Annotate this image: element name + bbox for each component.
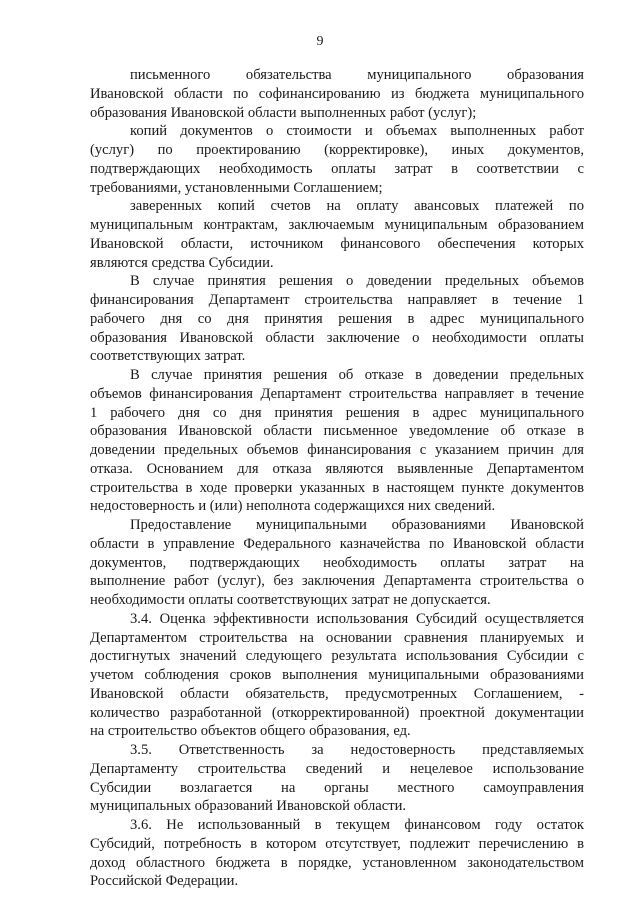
text-line: Ивановской области по софинансированию из бюджета муниципального (90, 85, 584, 102)
text-line: муниципальным контрактам, заключаемым муниципальным образованием (90, 217, 584, 233)
text-line: достигнутых значений следующего результата использования Субсидии с (90, 648, 584, 665)
text-line: Департаментом строительства на основании сравнения планируемых и (90, 629, 584, 646)
text-line: на строительство объектов общего образования, ед. (90, 723, 411, 740)
text-line: заверенных копий счетов на оплату авансовых платежей по (130, 198, 584, 215)
paragraph (90, 272, 584, 366)
text-line: подтверждающих необходимость оплаты затрат в соответствии с (90, 160, 584, 177)
paragraph (90, 610, 584, 741)
text-line: Российской Федерации. (90, 873, 239, 890)
text-line: отказа. Основанием для отказа являются выявленные Департаментом (90, 460, 584, 477)
text-line: (услуг) по проектированию (корректировке), иных документов, (90, 142, 584, 158)
text-line: Ивановской области, источником финансового обеспечения которых (90, 235, 584, 252)
text-line: документов, подтверждающих необходимость оплаты затрат на (90, 554, 584, 571)
text-line: недостоверность и (или) неполнота содержащихся них сведений. (90, 498, 496, 515)
paragraph (90, 816, 584, 891)
text-line: доход областного бюджета в порядке, установленном законодательством (90, 854, 584, 871)
text-line: Департаменту строительства сведений и нецелевое использование (90, 760, 584, 777)
text-line: выполнение работ (услуг), без заключения Департамента строительства о (90, 573, 584, 590)
page-number: 9 (316, 34, 324, 49)
text-line: области в управление Федерального казначейства по Ивановской области (90, 535, 584, 552)
text-line: соответствующих затрат. (90, 348, 246, 365)
text-line: 3.5. Ответственность за недостоверность представляемых (130, 742, 584, 758)
text-line: В случае принятия решения об отказе в доведении предельных (130, 367, 584, 383)
text-line: необходимости оплаты соответствующих затрат не допускается. (90, 592, 491, 608)
text-line: доведении предельных объемов финансирования с указанием причин для (90, 442, 584, 458)
text-line: являются средства Субсидии. (90, 254, 274, 271)
text-line: образования Ивановской области выполненных работ (услуг); (90, 104, 477, 121)
paragraph (90, 122, 584, 197)
text-line: Ивановской области обязательств, предусмотренных Соглашением, - (90, 685, 584, 702)
text-line: строительства в ходе проверки указанных в настоящем пункте документов (90, 479, 584, 496)
text-line: Субсидии возлагается на органы местного самоуправления (90, 779, 584, 796)
text-line: Предоставление муниципальными образованиями Ивановской (130, 517, 584, 533)
text-line: объемов финансирования Департамент строительства направляет в течение (90, 385, 584, 402)
document-body (90, 66, 584, 891)
paragraph (90, 741, 584, 816)
text-line: 3.4. Оценка эффективности использования Субсидий осуществляется (130, 610, 584, 627)
text-line: учетом соблюдения сроков выполнения муниципальными образованиями (90, 667, 584, 683)
paragraph (90, 516, 584, 610)
text-line: 3.6. Не использованный в текущем финансовом году остаток (130, 817, 584, 833)
paragraph (90, 366, 584, 516)
text-line: количество разработанной (откорректированной) проектной документации (90, 704, 584, 721)
text-line: 1 рабочего дня со дня принятия решения в адрес муниципального (90, 404, 584, 421)
text-line: Субсидий, потребность в котором отсутствует, подлежит перечислению в (90, 835, 584, 852)
text-line: образования Ивановской области заключение о необходимости оплаты (90, 329, 584, 346)
text-line: рабочего дня со дня принятия решения в адрес муниципального (90, 310, 584, 327)
text-line: копий документов о стоимости и объемах выполненных работ (130, 123, 584, 140)
paragraph (90, 197, 584, 272)
text-line: В случае принятия решения о доведении предельных объемов (130, 273, 584, 290)
paragraph (90, 66, 584, 122)
text-line: образования Ивановской области письменное уведомление об отказе в (90, 423, 584, 440)
text-line: муниципальных образований Ивановской области. (90, 798, 407, 815)
text-line: письменного обязательства муниципального образования (130, 67, 584, 83)
text-line: финансирования Департамент строительства направляет в течение 1 (90, 292, 584, 308)
text-line: требованиями, установленными Соглашением; (90, 179, 383, 196)
